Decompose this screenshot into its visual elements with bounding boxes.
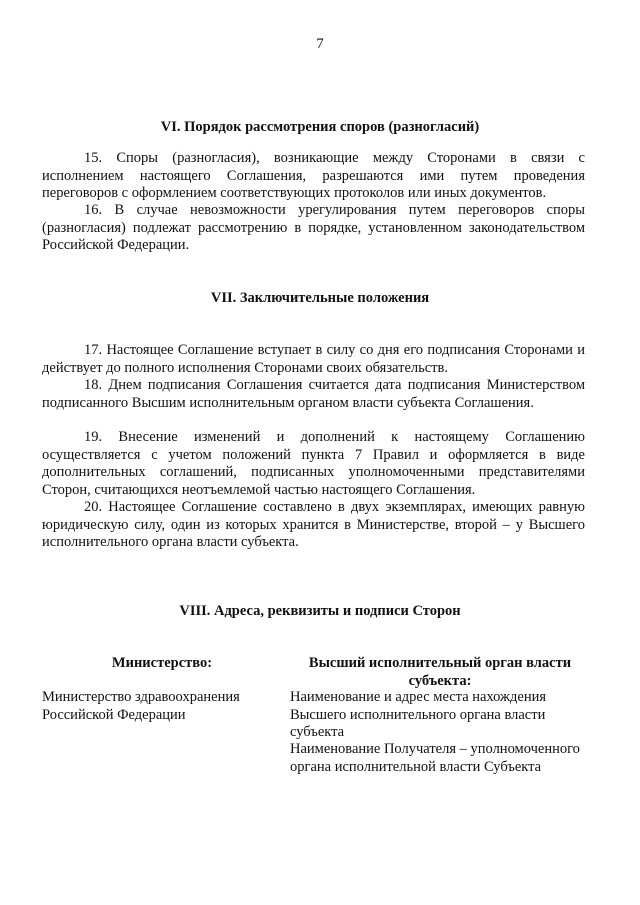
section-8-heading: VIII. Адреса, реквизиты и подписи Сторон	[179, 603, 461, 619]
paragraph-16: 16. В случае невозможности урегулирования путем переговоров споры (разногласия) подлежат рассмотрению в порядке, установленном законодательством Российской Федерации.	[42, 202, 585, 253]
page-number: 7	[316, 36, 324, 52]
subject-authority-address: Наименование и адрес места нахождения Высшего исполнительного органа власти субъекта	[290, 689, 547, 740]
ministry-name: Министерство здравоохранения Российской Федерации	[42, 689, 240, 723]
paragraph-18: 18. Днем подписания Соглашения считается дата подписания Министерством подписанного Высшим исполнительным органом власти субъекта Соглашения.	[42, 377, 585, 411]
subject-authority-column-heading: Высший исполнительный орган власти субъекта:	[308, 655, 572, 689]
paragraph-20: 20. Настоящее Соглашение составлено в двух экземплярах, имеющих равную юридическую силу, один из которых хранится в Министерстве, второй – у Высшего исполнительного органа власти субъекта.	[42, 499, 585, 550]
section-7-heading: VII. Заключительные положения	[210, 290, 430, 306]
paragraph-17: 17. Настоящее Соглашение вступает в силу со дня его подписания Сторонами и действует до полного исполнения Сторонами своих обязательств.	[42, 342, 585, 376]
paragraph-15: 15. Споры (разногласия), возникающие между Сторонами в связи с исполнением настоящего Соглашения, разрешаются ими путем проведения переговоров с оформлением соответствующих протоколов или иных документов.	[42, 150, 585, 201]
recipient-name: Наименование Получателя – уполномоченного органа исполнительной власти Субъекта	[290, 741, 580, 775]
paragraph-19: 19. Внесение изменений и дополнений к настоящему Соглашению осуществляется с учетом положений пункта 7 Правил и оформляется в виде дополнительных соглашений, подписанных уполномоченными представителями Сторон, считающихся неотъемлемой частью настоящего Соглашения.	[42, 429, 585, 498]
ministry-column-heading: Министерство:	[111, 655, 213, 671]
section-6-heading: VI. Порядок рассмотрения споров (разногласий)	[160, 119, 480, 135]
